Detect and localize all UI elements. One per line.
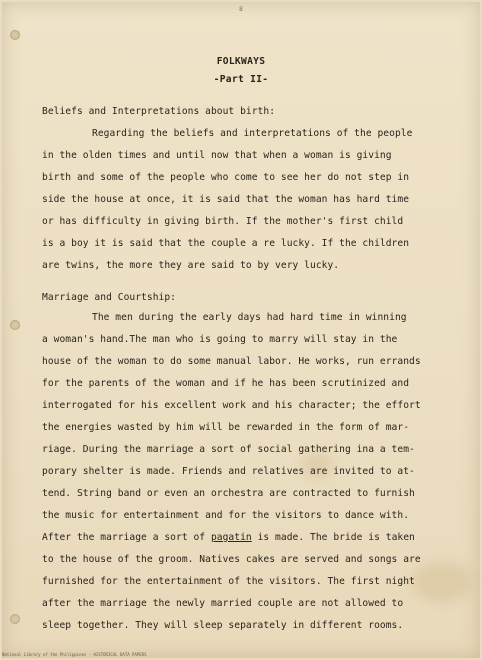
paper-stain (412, 562, 472, 602)
paragraph-line: in the olden times and until now that when a woman is giving (42, 150, 392, 161)
paragraph-line: the energies wasted by him will be rewarded in the form of mar- (42, 422, 410, 433)
page-mark: 8 (239, 6, 243, 13)
paragraph-line: for the parents of the woman and if he has been scrutinized and (42, 378, 410, 389)
document-page (2, 2, 480, 658)
paragraph-line: after the marriage the newly married couple are not allowed to (42, 598, 404, 609)
paragraph-line: riage. During the marriage a sort of social gathering ina a tem- (42, 444, 415, 455)
binder-hole (10, 614, 20, 624)
paragraph-line: are twins, the more they are said to by very lucky. (42, 260, 340, 271)
paragraph-line: or has difficulty in giving birth. If the mother's first child (42, 216, 404, 227)
paragraph-line: a woman's hand.The man who is going to marry will stay in the (42, 334, 398, 345)
paragraph-line: porary shelter is made. Friends and relatives are invited to at- (42, 466, 415, 477)
paragraph-line: house of the woman to do some manual labor. He works, run errands (42, 356, 421, 367)
paragraph-line: tend. String band or even an orchestra are contracted to furnish (42, 488, 415, 499)
archive-footer: National Library of the Philippines · HISTORICAL DATA PAPERS (2, 652, 147, 657)
binder-hole (10, 30, 20, 40)
paragraph-line: side the house at once, it is said that the woman has hard time (42, 194, 410, 205)
section-heading: Beliefs and Interpretations about birth: (42, 106, 276, 117)
binder-hole (10, 320, 20, 330)
section-heading: Marriage and Courtship: (42, 292, 176, 303)
document-title: FOLKWAYS (216, 56, 266, 67)
paragraph-line: interrogated for his excellent work and his character; the effort (42, 400, 421, 411)
paragraph-line: birth and some of the people who come to see her do not step in (42, 172, 410, 183)
paragraph-line: to the house of the groom. Natives cakes are served and songs are (42, 554, 421, 565)
line-text: After the marriage a sort of (42, 532, 211, 543)
paragraph-line (42, 532, 415, 543)
line-text: is made. The bride is taken (251, 532, 415, 543)
document-subtitle: -Part II- (213, 74, 269, 85)
paragraph-line: Regarding the beliefs and interpretations of the people (92, 128, 413, 139)
underlined-term: pagatin (210, 532, 252, 543)
paragraph-line: The men during the early days had hard time in winning (92, 312, 407, 323)
paragraph-line: is a boy it is said that the couple a re lucky. If the children (42, 238, 410, 249)
paragraph-line: furnished for the entertainment of the visitors. The first night (42, 576, 415, 587)
paragraph-line: the music for entertainment and for the visitors to dance with. (42, 510, 410, 521)
paragraph-line: sleep together. They will sleep separately in different rooms. (42, 620, 404, 631)
